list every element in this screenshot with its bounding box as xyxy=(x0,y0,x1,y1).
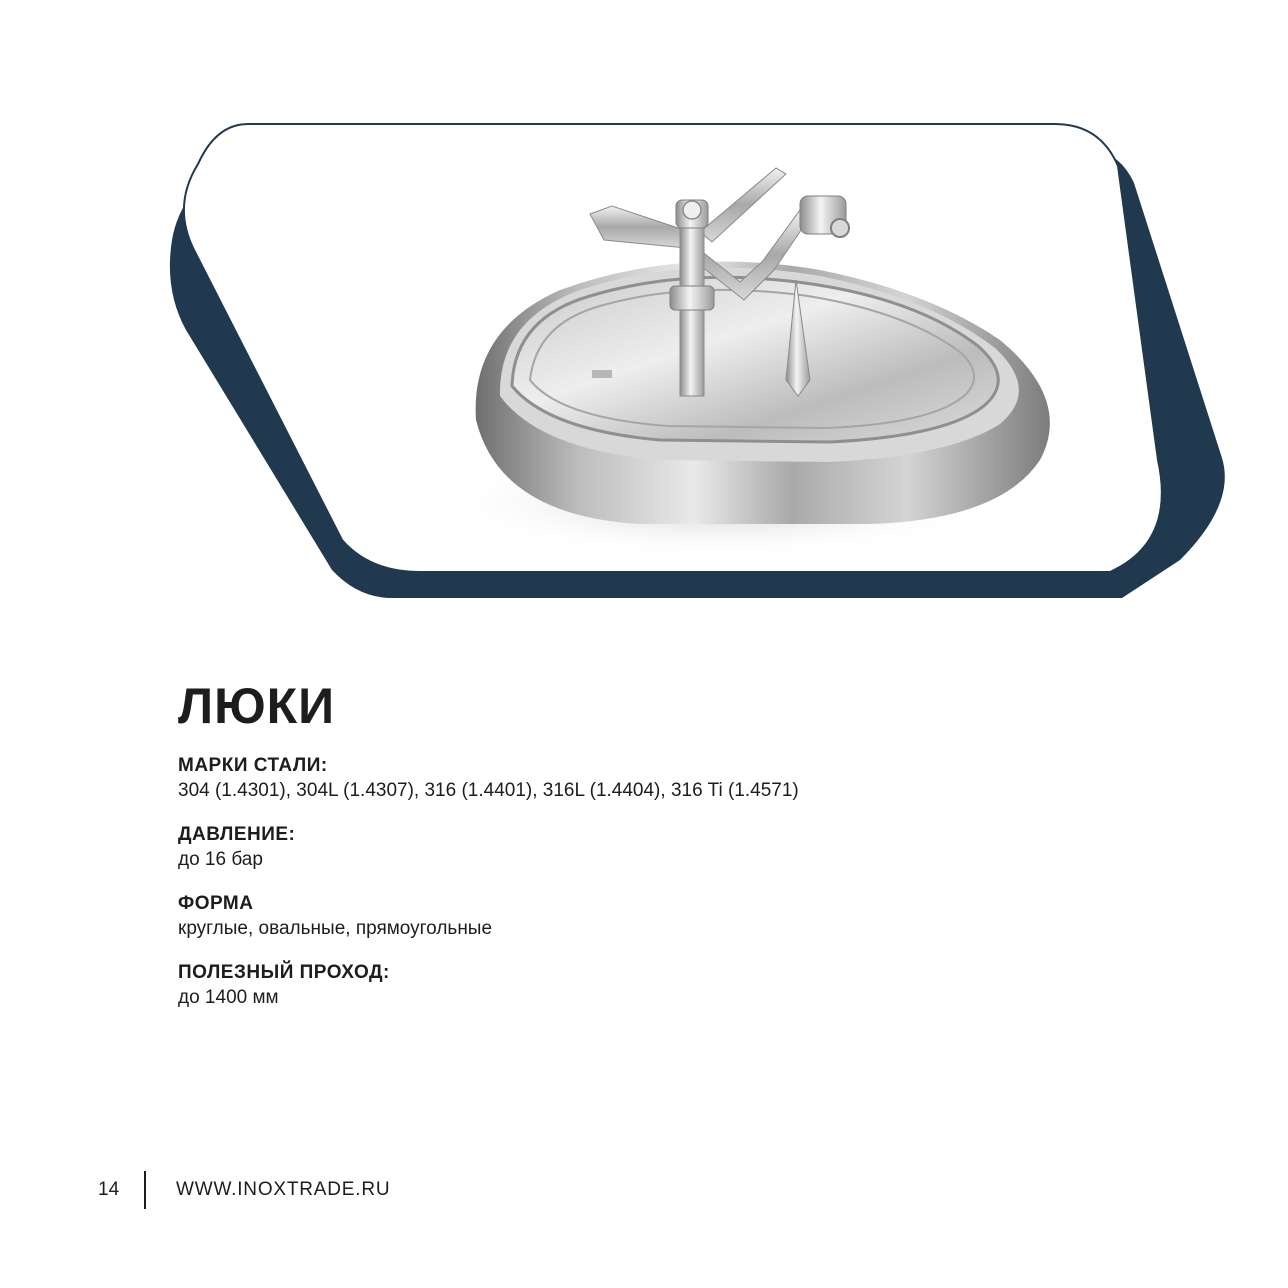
spec-value: круглые, овальные, прямоугольные xyxy=(178,918,493,939)
spec-label: ПОЛЕЗНЫЙ ПРОХОД: xyxy=(178,962,390,983)
spec-passage xyxy=(178,961,1078,1010)
website-link[interactable]: WWW.INOXTRADE.RU xyxy=(176,1179,391,1200)
page-title: ЛЮКИ xyxy=(178,678,336,734)
spec-pressure xyxy=(178,823,1078,872)
spec-steel-grades xyxy=(178,754,1078,803)
spec-label: ФОРМА xyxy=(178,893,254,914)
spec-label: МАРКИ СТАЛИ: xyxy=(178,755,328,776)
spec-value: до 16 бар xyxy=(178,849,263,870)
page-number: 14 xyxy=(98,1179,120,1200)
page-footer xyxy=(98,1170,390,1210)
spec-value: до 1400 мм xyxy=(178,987,279,1008)
spec-list xyxy=(178,754,1078,1030)
spec-value: 304 (1.4301), 304L (1.4307), 316 (1.4401), 316L (1.4404), 316 Ti (1.4571) xyxy=(178,780,799,801)
product-hero xyxy=(0,0,1288,640)
footer-divider xyxy=(144,1171,146,1209)
spec-shape xyxy=(178,892,1078,941)
spec-label: ДАВЛЕНИЕ: xyxy=(178,824,296,845)
